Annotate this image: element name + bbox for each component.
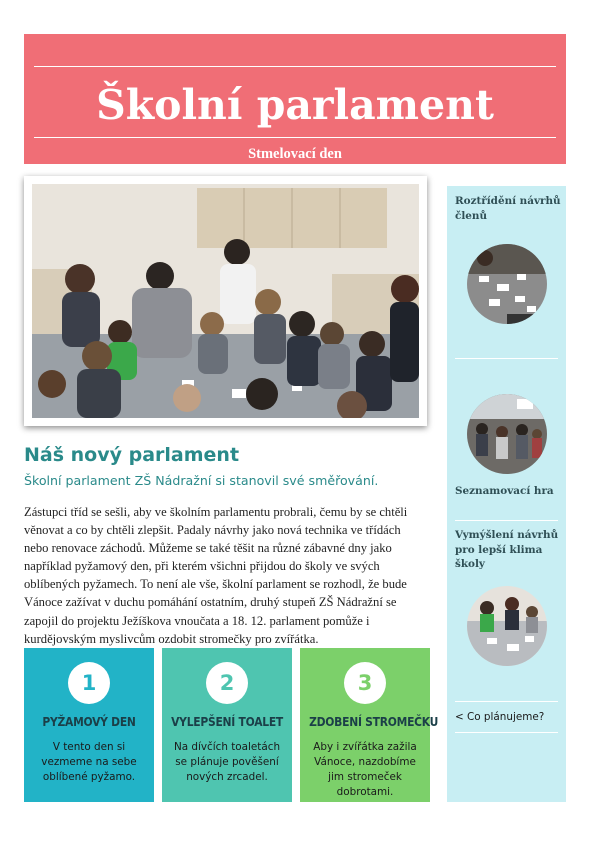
sidebar-caption-ideas: Vymýšlení návrhů pro lepší klima školy (455, 529, 559, 570)
sidebar-link-plans[interactable]: < Co plánujeme? (455, 711, 545, 723)
card-tree-decorating (300, 648, 439, 802)
card-number-badge: 2 (206, 662, 248, 704)
sidebar-photo-game (467, 394, 547, 474)
card-title: ZDOBENÍ STROMEČKU (309, 714, 439, 729)
card-title: PYŽAMOVÝ DEN (42, 714, 136, 729)
header-rule-bottom (34, 137, 556, 138)
header-banner (24, 34, 566, 164)
sidebar-divider (455, 358, 558, 359)
sidebar (447, 186, 566, 802)
article-title: Náš nový parlament (24, 444, 240, 466)
sidebar-photo-ideas (467, 586, 547, 666)
sidebar-caption-game: Seznamovací hra (455, 485, 554, 497)
article-body: Zástupci tříd se sešli, aby ve školním parlamentu probrali, čemu by se chtěli věnovat a co by chtěli zlepšit. Padaly návrhy jako nová technika ve třídách nebo renovace záchodů. Můžeme se také těšit na různé zábavné dny jako například pyžamový den, při kterém všichni přijdou do školy ve svých oblíbených pyžamech. To není ale vše, školní parlament se rozhodl, že bude Vánoce zažívat v duchu pomáhání ostatním, druhý stupeň ZŠ Nádražní se zapojil do projektu Ježíškova vnoučata a 18. 12. parlament pomůže i kurdějovským myslivcům ozdobit stromečky pro zvířátka. (24, 505, 408, 646)
article-lead: Školní parlament ZŠ Nádražní si stanovil své směřování. (24, 473, 379, 488)
card-text: Aby i zvířátka zažila Vánoce, nazdobíme jim stromeček dobrotami. (313, 741, 417, 798)
sidebar-photo-game-image (467, 394, 547, 474)
card-text: V tento den si vezmeme na sebe oblíbené pyžamo. (41, 741, 137, 783)
sidebar-divider (455, 732, 558, 733)
card-number-badge: 3 (344, 662, 386, 704)
main-photo (24, 176, 427, 426)
sidebar-caption-sorting: Roztřídění návrhů členů (455, 195, 561, 222)
sidebar-divider (455, 520, 558, 521)
card-toilet-improvement (162, 648, 292, 802)
header-rule-top (34, 66, 556, 67)
sidebar-photo-sorting (467, 244, 547, 324)
card-text: Na dívčích toaletách se plánuje pověšení nových zrcadel. (173, 741, 281, 783)
main-photo-image (32, 184, 419, 418)
card-title: VYLEPŠENÍ TOALET (171, 714, 284, 729)
card-pyjama-day (24, 648, 154, 802)
page-title: Školní parlament (96, 81, 494, 129)
sidebar-photo-ideas-image (467, 586, 547, 666)
sidebar-photo-sorting-image (467, 244, 547, 324)
page-subtitle: Stmelovací den (248, 146, 342, 162)
sidebar-divider (455, 701, 558, 702)
card-number-badge: 1 (68, 662, 110, 704)
